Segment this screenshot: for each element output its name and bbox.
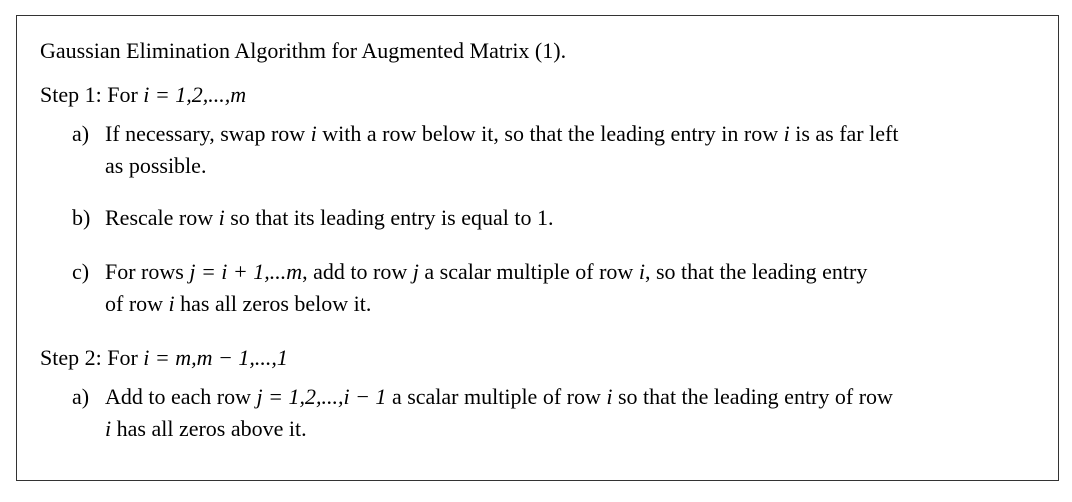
item-text-line-2: of row i has all zeros below it. — [105, 291, 372, 316]
item-label: b) — [72, 205, 91, 230]
item-text-line-1: If necessary, swap row i with a row below it, so that the leading entry in row i is as far left — [105, 121, 899, 146]
item-text-line-1: Rescale row i so that its leading entry is equal to 1. — [105, 205, 554, 230]
item-label: a) — [72, 121, 90, 146]
step-1-range: i = 1,2,...,m — [143, 82, 247, 107]
item-text-line-2: i has all zeros above it. — [105, 416, 307, 441]
item-text-line-2: as possible. — [105, 153, 207, 178]
item-text-line-1: For rows j = i + 1,...m, add to row j a scalar multiple of row i, so that the leading entry — [105, 259, 868, 284]
algorithm-title: Gaussian Elimination Algorithm for Augmented Matrix (1). — [40, 38, 567, 63]
item-label: c) — [72, 259, 90, 284]
item-text-line-1: Add to each row j = 1,2,...,i − 1 a scalar multiple of row i so that the leading entry of row — [105, 384, 893, 409]
item-label: a) — [72, 384, 90, 409]
step-2-range: i = m,m − 1,...,1 — [143, 345, 288, 370]
step-1-heading: Step 1: For i = 1,2,...,m — [40, 82, 247, 107]
step-2-heading: Step 2: For i = m,m − 1,...,1 — [40, 345, 288, 370]
